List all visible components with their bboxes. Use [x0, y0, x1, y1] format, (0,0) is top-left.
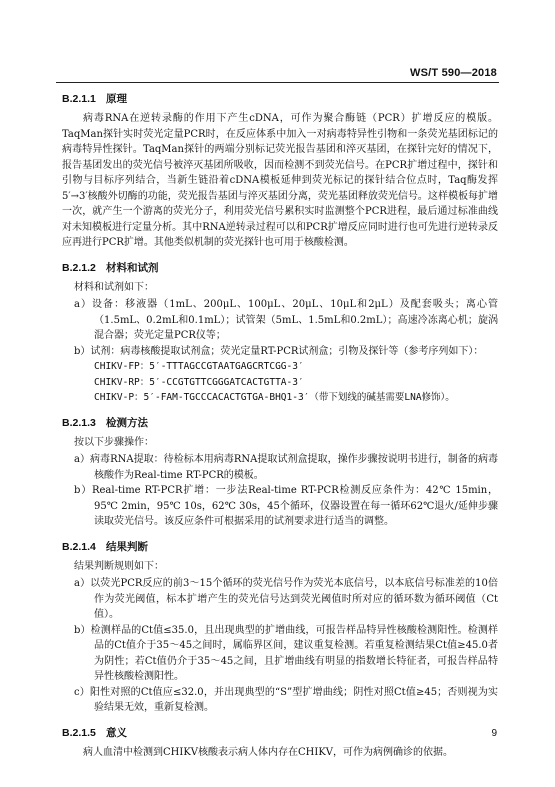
page-number: 9 — [491, 728, 497, 739]
section-heading — [62, 539, 498, 555]
section-paragraph: 病毒RNA在逆转录酶的作用下产生cDNA，可作为聚合酶链（PCR）扩增反应的模版。TaqMan探针实时荧光定量PCR时，在反应体系中加入一对病毒特异性引物和一条荧光基团标记的病毒特异性探针。TaqMan探针的两端分别标记荧光报告基团和淬灭基团，在探针完好的情况下，报告基团发出的荧光信号被淬灭基团所吸收，因而检测不到荧光信号。在PCR扩增过程中，探针和引物与目标序列结合，当新生链沿着cDNA模板延伸到荧光标记的探针结合位点时，Taq酶发挥5′→3′核酸外切酶的功能，荧光报告基团与淬灭基团分离，荧光基团释放荧光信号。这样模板每扩增一次，就产生一个游离的荧光分子，利用荧光信号累积实时监测整个PCR进程，最后通过标准曲线对未知模板进行定量分析。其中RNA逆转录过程可以和PCR扩增反应同时进行也可先进行逆转录反应再进行PCR扩增。其他类似机制的荧光探针也可用于核酸检测。 — [62, 113, 498, 248]
list-item: a）病毒RNA提取：待检标本用病毒RNA提取试剂盒提取，操作步骤按说明书进行，制备的病毒核酸作为Real-time RT-PCR的模板。 — [74, 454, 498, 481]
section-title: 意义 — [106, 726, 127, 739]
section-method — [62, 415, 498, 530]
document-body — [62, 91, 498, 769]
list-item: b）检测样品的Ct值≤35.0，且出现典型的扩增曲线，可报告样品特异性核酸检测阳性。检测样品的Ct值介于35～45之间时，属临界区间，建议重复检测。若重复检测结果Ct值≥45.0者为阴性；若Ct值仍介于35～45之间，且扩增曲线有明显的指数增长特征者，可报告样品特异性核酸检测阳性。 — [74, 624, 498, 682]
section-significance — [62, 725, 498, 761]
section-title: 检测方法 — [106, 416, 148, 429]
section-number: B.2.1.3 — [62, 416, 96, 429]
section-heading — [62, 415, 498, 431]
section-title: 材料和试剂 — [106, 261, 159, 274]
section-number: B.2.1.1 — [62, 93, 96, 105]
section-intro: 结果判断规则如下： — [74, 560, 164, 572]
primer-sequence: CHIKV-RP：5′-CCGTGTTCGGGATCACTGTTA-3′ — [94, 376, 304, 388]
section-judgement — [62, 539, 498, 716]
section-title: 结果判断 — [106, 540, 148, 553]
section-number: B.2.1.4 — [62, 540, 96, 553]
section-number: B.2.1.2 — [62, 261, 96, 274]
list-item: b）Real-time RT-PCR扩增：一步法Real-time RT-PCR检测反应条件为：42℃ 15min，95℃ 2min，95℃ 10s，62℃ 30s，45个循环，仪器设置在每一循环62℃退火/延伸步骤读取荧光信号。该反应条件可根据采用的试剂要求进行适当的调整。 — [74, 485, 498, 527]
standard-code: WS/T 590—2018 — [410, 67, 497, 79]
list-item: c）阳性对照的Ct值应≤32.0，并出现典型的“S”型扩增曲线；阴性对照Ct值≥45；否则视为实验结果无效，重新复检测。 — [74, 686, 498, 713]
list-item: a）设备：移液器（1mL、200μL、100μL、20μL、10μL和2μL）及配套吸头；离心管（1.5mL、0.2mL和0.1mL）；试管架（5mL、1.5mL和0.2mL）；高速冷冻离心机；旋涡混合器；荧光定量PCR仪等； — [74, 299, 498, 341]
list-item: a）以荧光PCR反应的前3～15个循环的荧光信号作为荧光本底信号，以本底信号标准差的10倍作为荧光阈值，标本扩增产生的荧光信号达到荧光阈值时所对应的循环数为循环阈值（Ct值）。 — [74, 578, 498, 620]
section-heading — [62, 260, 498, 276]
primer-sequence: CHIKV-FP：5′-TTTAGCCGTAATGAGCRTCGG-3′ — [94, 361, 304, 372]
section-paragraph: 病人血清中检测到CHIKV核酸表示病人体内存在CHIKV，可作为病例确诊的依据。 — [83, 746, 454, 758]
section-heading — [62, 725, 498, 741]
section-heading — [62, 91, 498, 107]
section-intro: 材料和试剂如下： — [74, 281, 154, 293]
list-item: b）试剂：病毒核酸提取试剂盒；荧光定量RT-PCR试剂盒；引物及探针等（参考序列如下）： — [74, 345, 484, 357]
section-title: 原理 — [106, 93, 127, 105]
probe-sequence: CHIKV-P：5′-FAM-TGCCCACACTGTGA-BHQ1-3′（带下划线的碱基需要LNA修饰）。 — [94, 392, 455, 403]
section-number: B.2.1.5 — [62, 726, 96, 739]
section-materials — [62, 260, 498, 406]
section-principle — [62, 91, 498, 251]
header-rule — [56, 82, 499, 83]
section-intro: 按以下步骤操作： — [74, 436, 154, 448]
